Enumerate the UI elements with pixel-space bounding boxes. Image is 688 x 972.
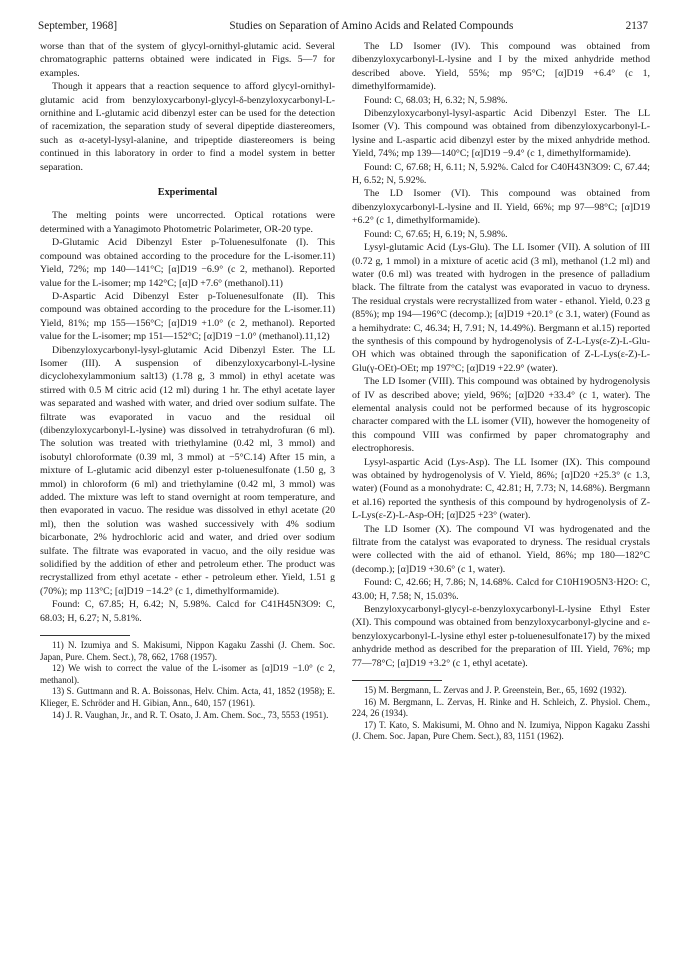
footnote: 11) N. Izumiya and S. Makisumi, Nippon Kagaku Zasshi (J. Chem. Soc. Japan, Pure. Chem. Sect.), 78, 662, 1768 (1957). (40, 640, 335, 662)
footnote: 16) M. Bergmann, L. Zervas, H. Rinke and H. Schleich, Z. Physiol. Chem., 224, 26 (1934). (352, 696, 650, 719)
running-header (38, 20, 648, 36)
body-paragraph: Benzyloxycarbonyl-glycyl-ε-benzyloxycarbonyl-L-lysine Ethyl Ester (XI). This compound was obtained from benzyloxycarbonyl-glycine and ε-benzyloxycarbonyl-L-lysine ethyl ester p-toluenesulfonate17) by the mixed anhydride method as described for the preparation of III. Yield, 76%; mp 77—78°C; [α]D19 +3.2° (c 1, ethyl acetate). (352, 604, 650, 669)
footnote: 14) J. R. Vaughan, Jr., and R. T. Osato, J. Am. Chem. Soc., 73, 5553 (1951). (52, 709, 329, 720)
intro-paragraph: worse than that of the system of glycyl-ornithyl-glutamic acid. Several chromatographic patterns obtained were indicated in Figs. 5—7 for examples. (40, 41, 335, 79)
body-paragraph: D-Glutamic Acid Dibenzyl Ester p-Toluenesulfonate (I). This compound was obtained according to the procedure for the L-isomer.11) Yield, 72%; mp 140—141°C; [α]D19 −6.9° (c 2, methanol). Reported value for the L-isomer; mp 142°C; [α]D +7.6° (methanol).11) (40, 237, 335, 289)
intro-paragraph: Though it appears that a reaction sequence to afford glycyl-ornithyl-glutamic acid from benzyloxycarbonyl-glycyl-δ-benzyloxycarbonyl-L-ornithine and L-glutamic acid dibenzyl ester can be used for the detection of racemization, the separation study of several dipeptide diastereomers, such as α-acetyl-lysyl-alanine, and tripeptide diastereomers is being continued in this laboratory in order to find a model system in better separation. (40, 81, 335, 173)
body-paragraph: Found: C, 67.68; H, 6.11; N, 5.92%. Calcd for C40H43N3O9: C, 67.44; H, 6.52; N, 5.92%. (352, 161, 650, 187)
footnote-rule (352, 680, 442, 681)
header-title: Studies on Separation of Amino Acids and Related Compounds (229, 20, 514, 32)
body-paragraph: Lysyl-glutamic Acid (Lys-Glu). The LL Isomer (VII). A solution of III (0.72 g, 1 mmol) in a mixture of acetic acid (3 ml), methanol (1.2 ml) and water (0.6 ml) was treated with hydrogen in the presence of palladium black. The filtrate from the catalyst was evaporated in vacuo to dryness. The residual crystals were recrystallized from water - ethanol. Yield, 0.23 g (85%); mp 194—196°C (decomp.); [α]D19 +20.1° (c 3.1, water) (Found as a hemihydrate: C, 46.34; H, 7.91; N, 14.49%). Bergmann et al.15) reported the synthesis of this compound by hydrogenolysis of Z-L-Lys(ε-Z)-L-Glu-OH which was obtained through the saponification of Z-L-Lys(ε-Z)-L-Glu(γ-OEt)-OEt; mp 197°C; [α]D19 +22.9° (water). (352, 242, 650, 374)
footnote: 13) S. Guttmann and R. A. Boissonas, Helv. Chim. Acta, 41, 1852 (1958); E. Klieger, E. Schröder and H. Gibian, Ann., 640, 157 (1961). (40, 686, 335, 709)
body-paragraph: Lysyl-aspartic Acid (Lys-Asp). The LL Isomer (IX). This compound was obtained by hydrogenolysis of V. Yield, 86%; [α]D20 +25.3° (c 1.3, water) (Found as a monohydrate: C, 42.81; H, 7.73; N, 14.68%). Bergmann et al.16) reported the synthesis of this compound by hydrogenolysis of Z-L-Lys(ε-Z)-L-Asp-OH; [α]D25 +23° (water). (352, 456, 650, 522)
body-paragraph: The LD Isomer (VIII). This compound was obtained by hydrogenolysis of IV as described above; yield, 96%; [α]D20 +33.4° (c 1, water). The elemental analysis could not be performed because of its hygroscopic character compared with the LL isomer (VII), however the homogeneity of this compound VIII was confirmed by paper chromatography and electrophoresis. (352, 376, 650, 455)
header-page-number: 2137 (625, 20, 648, 32)
footnote: 12) We wish to correct the value of the L-isomer as [α]D19 −1.0° (c 2, methanol). (40, 663, 335, 685)
body-paragraph: The LD Isomer (VI). This compound was obtained from dibenzyloxycarbonyl-L-lysine and II. Yield, 66%; mp 97—98°C; [α]D19 +6.2° (c 1, dimethylformamide). (352, 188, 650, 227)
section-heading: Experimental (157, 187, 218, 199)
right-column (352, 40, 650, 743)
body-paragraph: Dibenzyloxycarbonyl-lysyl-aspartic Acid Dibenzyl Ester. The LL Isomer (V). This compound was obtained from dibenzyloxycarbonyl-L-lysine and L-aspartic acid dibenzyl ester by the mixed anhydride method. Yield, 74%; mp 139—140°C; [α]D19 −9.4° (c 1, dimethylformamide). (352, 108, 650, 160)
footnote: 15) M. Bergmann, L. Zervas and J. P. Greenstein, Ber., 65, 1692 (1932). (364, 685, 627, 696)
body-paragraph: The melting points were uncorrected. Optical rotations were determined with a Yanagimoto Photometric Polarimeter, OR-20 type. (40, 210, 335, 235)
body-paragraph: The LD Isomer (IV). This compound was obtained from dibenzyloxycarbonyl-L-lysine and I by the mixed anhydride method described above. Yield, 55%; mp 95°C; [α]D19 +6.4° (c 1, dimethylformamide). (352, 41, 650, 93)
footnote: 17) T. Kato, S. Makisumi, M. Ohno and N. Izumiya, Nippon Kagaku Zasshi (J. Chem. Soc. Japan, Pure Chem. Sect.), 83, 1151 (1962). (352, 719, 650, 742)
body-paragraph: The LD Isomer (X). The compound VI was hydrogenated and the filtrate from the catalyst was evaporated to dryness. The residual crystals were collected with the aid of ethanol. Yield, 86%; mp 180—182°C (decomp.); [α]D19 +30.6° (c 1, water). (352, 523, 650, 575)
body-paragraph: Found: C, 68.03; H, 6.32; N, 5.98%. (364, 94, 508, 106)
left-column (40, 40, 335, 721)
body-paragraph: Found: C, 67.65; H, 6.19; N, 5.98%. (364, 228, 508, 240)
body-paragraph: Dibenzyloxycarbonyl-lysyl-glutamic Acid Dibenzyl Ester. The LL Isomer (III). A suspension of dibenzyloxycarbonyl-L-lysine dicyclohexylammonium salt13) (1.78 g, 3 mmol) in ethyl acetate was stirred with 0.5 M citric acid (12 ml) during 1 hr. The ethyl acetate layer was separated and washed with water, and dried over sodium sulfate. The filtrate was evaporated in vacuo and the residual oil (dibenzyloxycarbonyl-L-lysine) was dissolved in tetrahydrofuran (6 ml). The solution was treated with triethylamine (0.42 ml, 3 mmol) and isobutyl chloroformate (0.39 ml, 3 mmol) at −5°C.14) After 15 min, a mixture of L-glutamic acid dibenzyl ester p-toluenesulfonate (1.50 g, 3 mmol) in chloroform (6 ml) and triethylamine (0.42 ml, 3 mmol) was added. The mixture was left to stand overnight at room temperature, and then evaporated in vacuo. The residue was dissolved in ethyl acetate (20 ml), then the solution was washed successively with 4% sodium bicarbonate, 2% hydrochloric acid and water, and dried over sodium sulfate. The filtrate was evaporated in vacuo, and the oily residue was solidified by the addition of ether and petroleum ether. The product was recrystallized from ethyl acetate - ether - petroleum ether. Yield, 1.51 g (70%); mp 113°C; [α]D19 −14.2° (c 1, dimethylformamide). (40, 344, 335, 597)
body-paragraph: Found: C, 67.85; H, 6.42; N, 5.98%. Calcd for C41H45N3O9: C, 68.03; H, 6.27; N, 5.81%. (40, 599, 335, 624)
footnote-rule (40, 635, 130, 636)
body-paragraph: D-Aspartic Acid Dibenzyl Ester p-Toluenesulfonate (II). This compound was obtained according to the procedure for the L-isomer.11) Yield, 81%; mp 155—156°C; [α]D19 +1.0° (c 2, methanol). Reported value for the L-isomer; mp 151—152°C; [α]D19 −1.0° (methanol).11,12) (40, 290, 335, 343)
header-date: September, 1968] (38, 20, 118, 32)
body-paragraph: Found: C, 42.66; H, 7.86; N, 14.68%. Calcd for C10H19O5N3·H2O: C, 43.00; H, 7.58; N, 15.03%. (352, 577, 650, 602)
